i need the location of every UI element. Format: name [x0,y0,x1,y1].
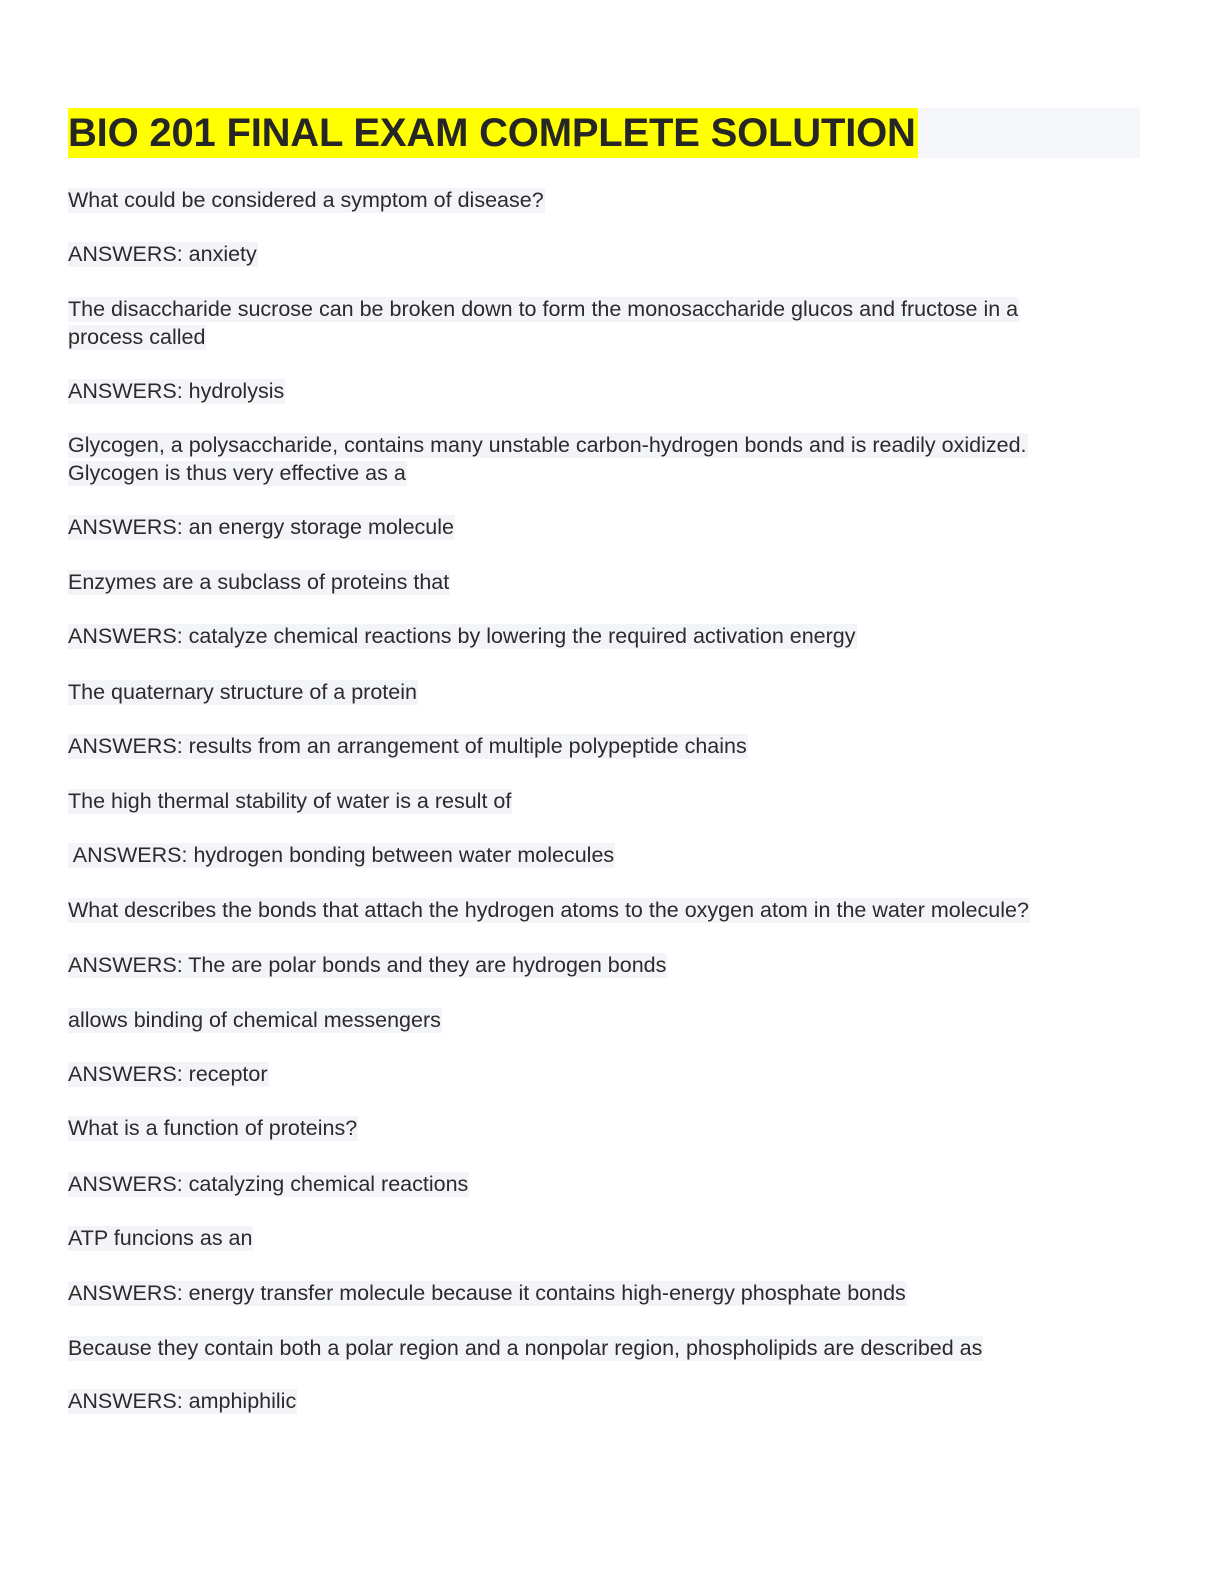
answer-5 [68,732,748,760]
question-5-text: The quaternary structure of a protein [68,680,417,704]
question-10-text: ATP funcions as an [68,1226,253,1250]
answer-4-text: ANSWERS: catalyze chemical reactions by lowering the required activation energy [68,624,856,648]
question-4-text: Enzymes are a subclass of proteins that [68,570,450,594]
question-6-text: The high thermal stability of water is a result of [68,789,512,813]
answer-7-text: ANSWERS: The are polar bonds and they are hydrogen bonds [68,953,667,977]
answer-1 [68,240,258,268]
answer-6 [68,841,615,869]
question-7-text: What describes the bonds that attach the hydrogen atoms to the oxygen atom in the water molecule? [68,898,1029,922]
document-title: BIO 201 FINAL EXAM COMPLETE SOLUTION [68,108,918,158]
answer-6-text: ANSWERS: hydrogen bonding between water molecules [68,843,615,867]
question-8 [68,1006,442,1034]
question-2-line-1 [68,295,1019,323]
question-11 [68,1334,983,1362]
question-8-text: allows binding of chemical messengers [68,1008,441,1032]
question-2-text-line-2: process called [68,325,206,349]
question-10 [68,1224,253,1252]
answer-2-text: ANSWERS: hydrolysis [68,379,285,403]
answer-8-text: ANSWERS: receptor [68,1062,268,1086]
question-9 [68,1114,358,1142]
question-2-text-line-1: The disaccharide sucrose can be broken down to form the monosaccharide glucos and fructose in a [68,297,1019,321]
question-3-line-1 [68,431,1028,459]
answer-11-text: ANSWERS: amphiphilic [68,1389,297,1413]
answer-1-text: ANSWERS: anxiety [68,242,257,266]
answer-9-text: ANSWERS: catalyzing chemical reactions [68,1172,469,1196]
question-3-line-2 [68,459,407,487]
question-2-line-2 [68,323,206,351]
answer-10 [68,1279,907,1307]
answer-11 [68,1387,297,1415]
answer-7 [68,951,667,979]
answer-8 [68,1060,269,1088]
answer-2 [68,377,285,405]
question-1-text: What could be considered a symptom of disease? [68,188,544,212]
question-1 [68,186,545,214]
answer-4 [68,622,857,650]
answer-3 [68,513,455,541]
answer-9 [68,1170,469,1198]
question-5 [68,678,418,706]
question-9-text: What is a function of proteins? [68,1116,358,1140]
question-7 [68,896,1030,924]
answer-3-text: ANSWERS: an energy storage molecule [68,515,454,539]
question-6 [68,787,512,815]
question-3-text-line-2: Glycogen is thus very effective as a [68,461,406,485]
answer-10-text: ANSWERS: energy transfer molecule because it contains high-energy phosphate bonds [68,1281,906,1305]
question-4 [68,568,450,596]
question-3-text-line-1: Glycogen, a polysaccharide, contains many unstable carbon-hydrogen bonds and is readily oxidized. [68,433,1027,457]
answer-5-text: ANSWERS: results from an arrangement of multiple polypeptide chains [68,734,747,758]
question-11-text: Because they contain both a polar region and a nonpolar region, phospholipids are described as [68,1336,983,1360]
